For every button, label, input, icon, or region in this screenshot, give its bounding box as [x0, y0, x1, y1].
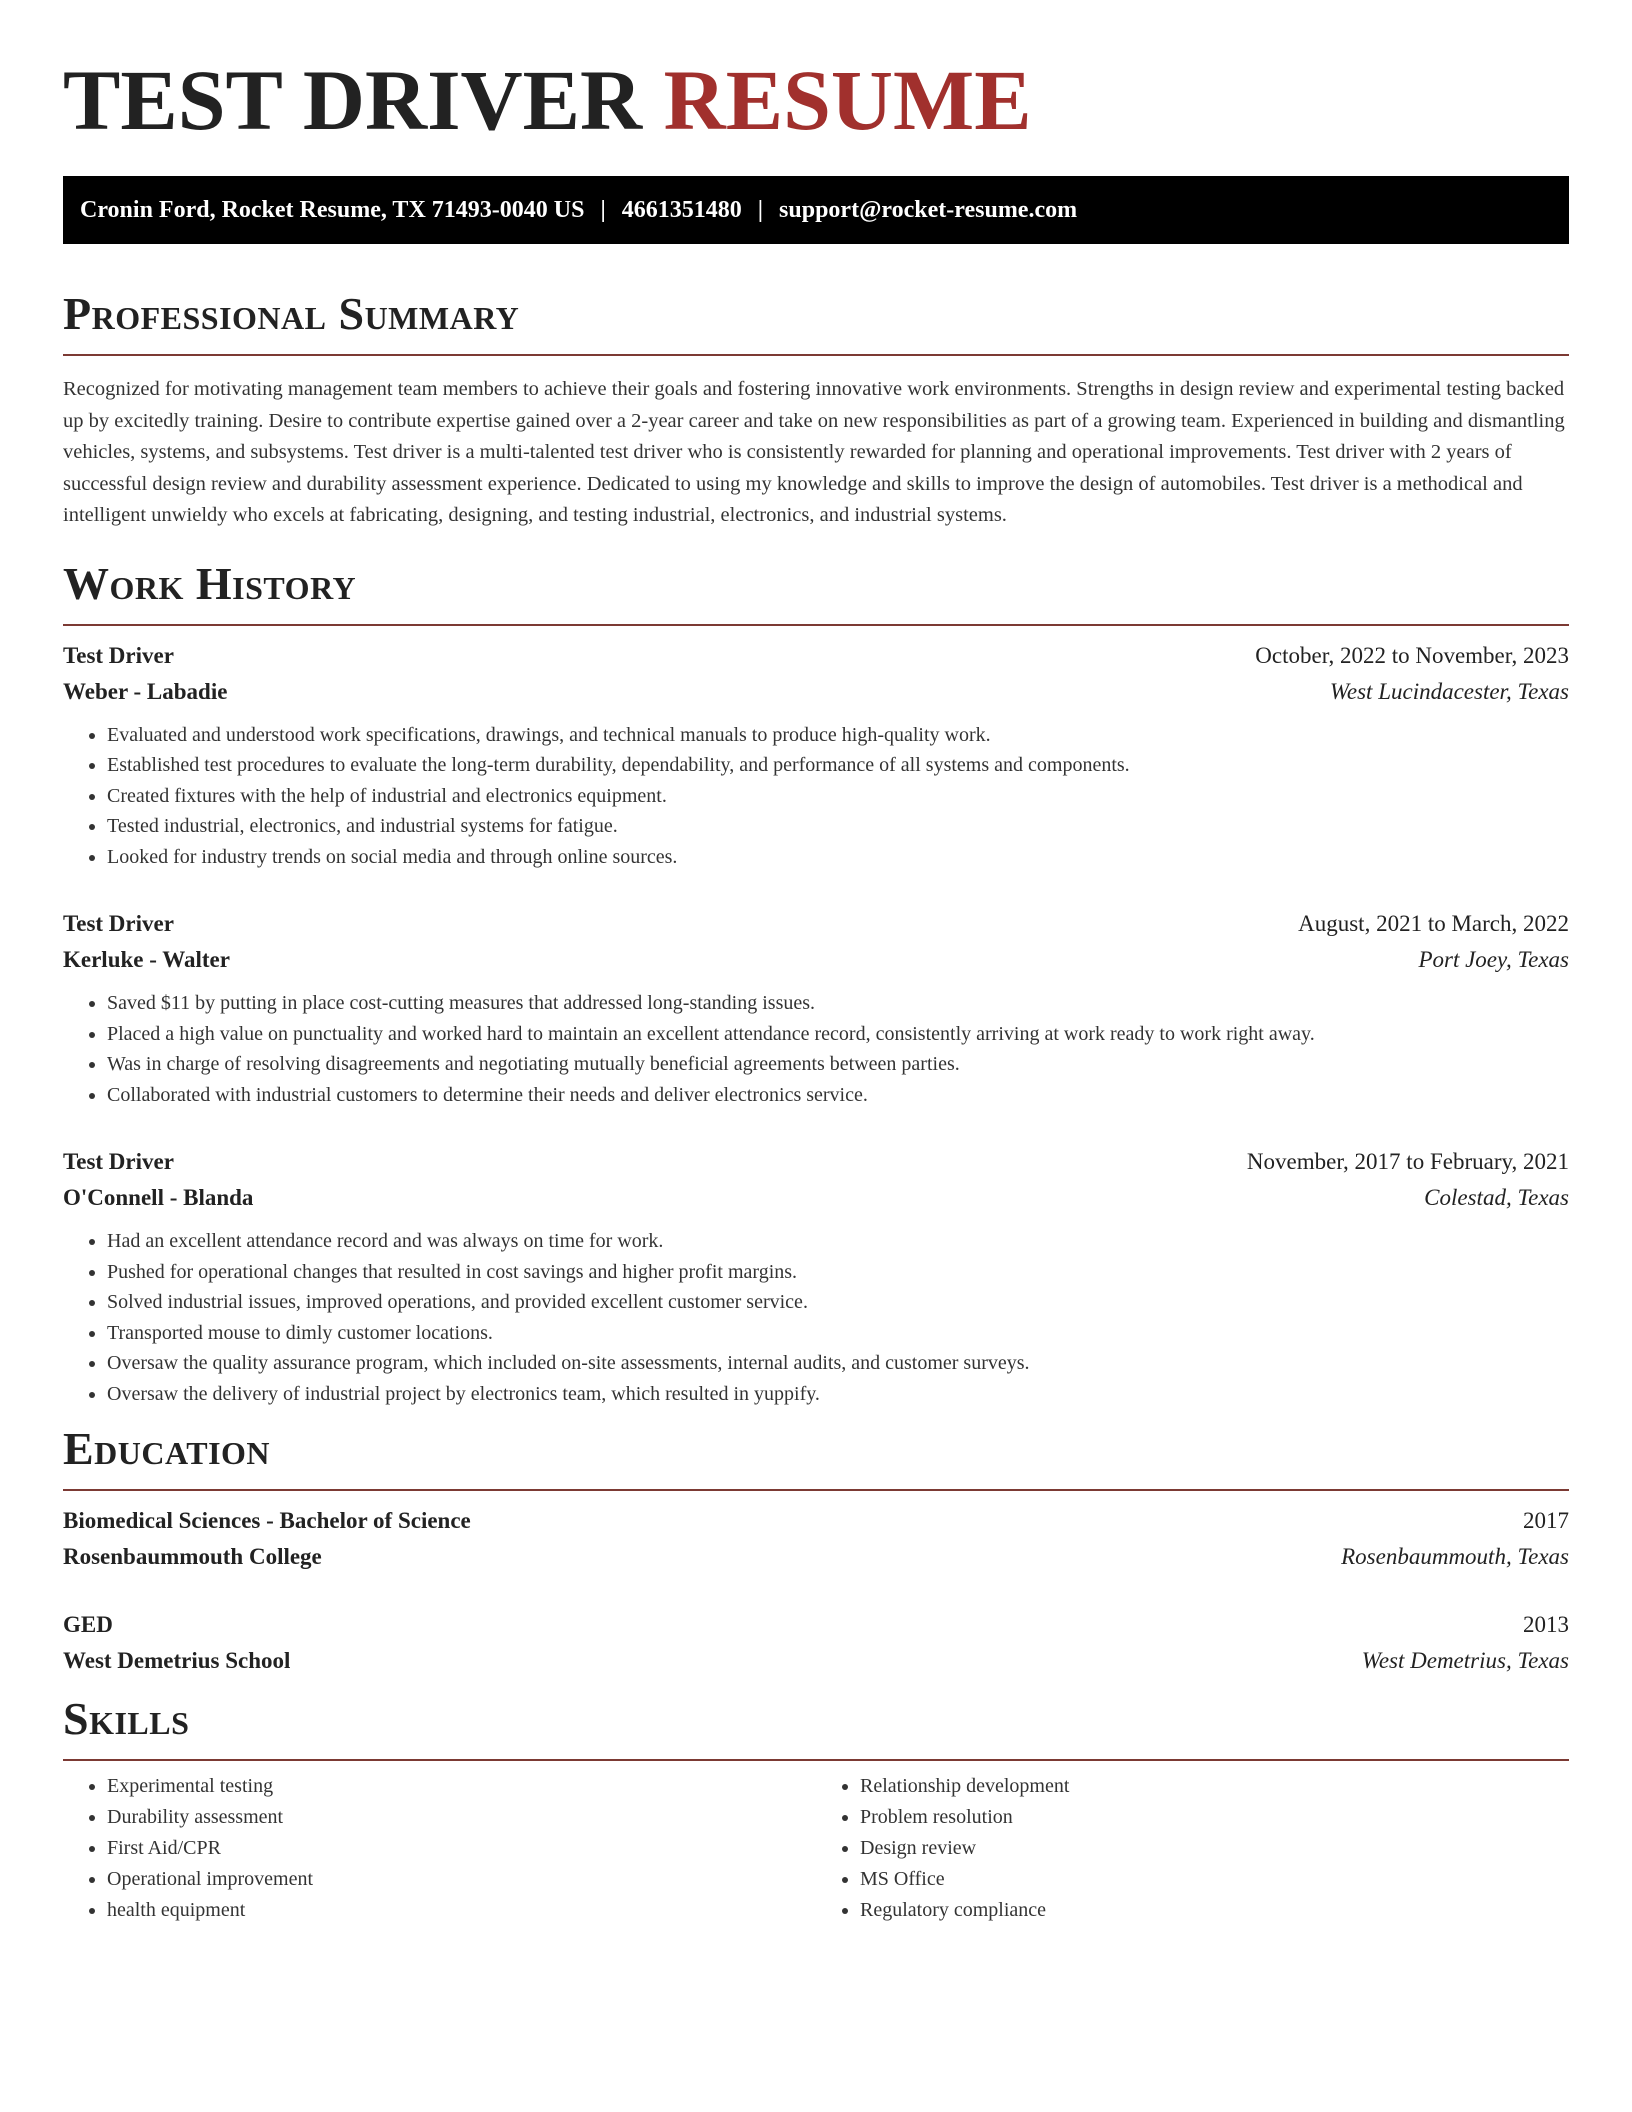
resume-title	[63, 0, 1569, 148]
title-main: TEST DRIVER	[63, 52, 643, 148]
skill-item: • Durability assessment	[107, 1802, 816, 1833]
skill-item: • Design review	[860, 1833, 1569, 1864]
skill-item: • Operational improvement	[107, 1864, 816, 1895]
skill-item: • Problem resolution	[860, 1802, 1569, 1833]
contact-phone: 4661351480	[621, 197, 742, 223]
education-section	[63, 1423, 1569, 1679]
skill-item: • First Aid/CPR	[107, 1833, 816, 1864]
job-location: Colestad, Texas	[1424, 1185, 1569, 1210]
job-bullet: • Collaborated with industrial customers to determine their needs and deliver electronics service.	[107, 1080, 1569, 1111]
education-degree: Biomedical Sciences - Bachelor of Science	[63, 1508, 471, 1533]
contact-separator: |	[600, 197, 606, 223]
skill-item: • Experimental testing	[107, 1771, 816, 1802]
work-history-section	[63, 558, 1569, 1410]
education-year: 2013	[1523, 1612, 1569, 1637]
job-bullet: • Solved industrial issues, improved operations, and provided excellent customer service.	[107, 1287, 1569, 1318]
job-bullet: • Oversaw the delivery of industrial project by electronics team, which resulted in yuppify.	[107, 1379, 1569, 1410]
contact-email: support@rocket-resume.com	[779, 197, 1078, 223]
job-bullet: • Oversaw the quality assurance program, which included on-site assessments, internal audits, and customer surveys.	[107, 1348, 1569, 1379]
title-accent: RESUME	[663, 52, 1032, 148]
education-year: 2017	[1523, 1508, 1569, 1533]
job-bullet: • Established test procedures to evaluate the long-term durability, dependability, and performance of all systems and components.	[107, 750, 1569, 781]
education-school: West Demetrius School	[63, 1648, 291, 1673]
job-bullet: • Had an excellent attendance record and was always on time for work.	[107, 1226, 1569, 1257]
education-location: Rosenbaummouth, Texas	[1341, 1544, 1569, 1569]
job-company: Kerluke - Walter	[63, 947, 230, 972]
job-entry	[63, 1144, 1569, 1409]
job-bullet: • Looked for industry trends on social media and through online sources.	[107, 842, 1569, 873]
job-bullet: • Tested industrial, electronics, and industrial systems for fatigue.	[107, 811, 1569, 842]
skills-grid	[63, 1761, 1569, 1926]
job-title: Test Driver	[63, 911, 174, 936]
job-bullet: • Created fixtures with the help of industrial and electronics equipment.	[107, 781, 1569, 812]
job-location: West Lucindacester, Texas	[1329, 678, 1569, 704]
work-history-heading: Work History	[63, 558, 1569, 626]
job-entry	[63, 638, 1569, 873]
contact-bar	[63, 176, 1569, 244]
job-company: Weber - Labadie	[63, 678, 228, 704]
job-dates: November, 2017 to February, 2021	[1246, 1149, 1569, 1174]
skills-list-left	[63, 1771, 816, 1926]
job-entry	[63, 906, 1569, 1110]
job-bullet: • Pushed for operational changes that resulted in cost savings and higher profit margins.	[107, 1257, 1569, 1288]
job-title: Test Driver	[63, 1149, 174, 1174]
skill-item: • Regulatory compliance	[860, 1895, 1569, 1926]
job-location: Port Joey, Texas	[1418, 947, 1569, 972]
skill-item: • MS Office	[860, 1864, 1569, 1895]
job-bullet: • Evaluated and understood work specifications, drawings, and technical manuals to produce high-quality work.	[107, 720, 1569, 751]
job-dates: August, 2021 to March, 2022	[1298, 911, 1569, 936]
job-title: Test Driver	[63, 642, 174, 668]
job-bullet: • Was in charge of resolving disagreements and negotiating mutually beneficial agreements between parties.	[107, 1049, 1569, 1080]
skills-heading: Skills	[63, 1693, 1569, 1761]
education-degree: GED	[63, 1612, 113, 1637]
education-school: Rosenbaummouth College	[63, 1544, 322, 1569]
contact-separator: |	[757, 197, 764, 223]
summary-heading: Professional Summary	[63, 288, 1569, 356]
job-dates: October, 2022 to November, 2023	[1255, 642, 1569, 668]
education-location: West Demetrius, Texas	[1361, 1648, 1569, 1673]
summary-section	[63, 288, 1569, 532]
job-bullets	[63, 1226, 1569, 1409]
job-bullet: • Saved $11 by putting in place cost-cutting measures that addressed long-standing issues.	[107, 988, 1569, 1019]
skills-section	[63, 1693, 1569, 1926]
skill-item: • Relationship development	[860, 1771, 1569, 1802]
job-bullet: • Transported mouse to dimly customer locations.	[107, 1318, 1569, 1349]
job-company: O'Connell - Blanda	[63, 1185, 254, 1210]
education-heading: Education	[63, 1423, 1569, 1491]
job-bullet: • Placed a high value on punctuality and worked hard to maintain an excellent attendance record, consistently arriving at work ready to work right away.	[107, 1019, 1569, 1050]
skill-item: • health equipment	[107, 1895, 816, 1926]
education-entry	[63, 1503, 1569, 1575]
job-bullets	[63, 720, 1569, 873]
contact-address: Cronin Ford, Rocket Resume, TX 71493-0040 US	[80, 197, 585, 223]
summary-text: Recognized for motivating management team members to achieve their goals and fostering innovative work environments. Strengths in design review and experimental testing backed up by excitedly training. Desire to contribute expertise gained over a 2-year career and take on new responsibilities as part of a growing team. Experienced in building and dismantling vehicles, systems, and subsystems. Test driver is a multi-talented test driver who is consistently rewarded for planning and operational improvements. Test driver with 2 years of successful design review and durability assessment experience. Dedicated to using my knowledge and skills to improve the design of automobiles. Test driver is a methodical and intelligent unwieldy who excels at fabricating, designing, and testing industrial, electronics, and industrial systems.	[63, 378, 1565, 526]
skills-list-right	[816, 1771, 1569, 1926]
education-entry	[63, 1607, 1569, 1679]
job-bullets	[63, 988, 1569, 1110]
